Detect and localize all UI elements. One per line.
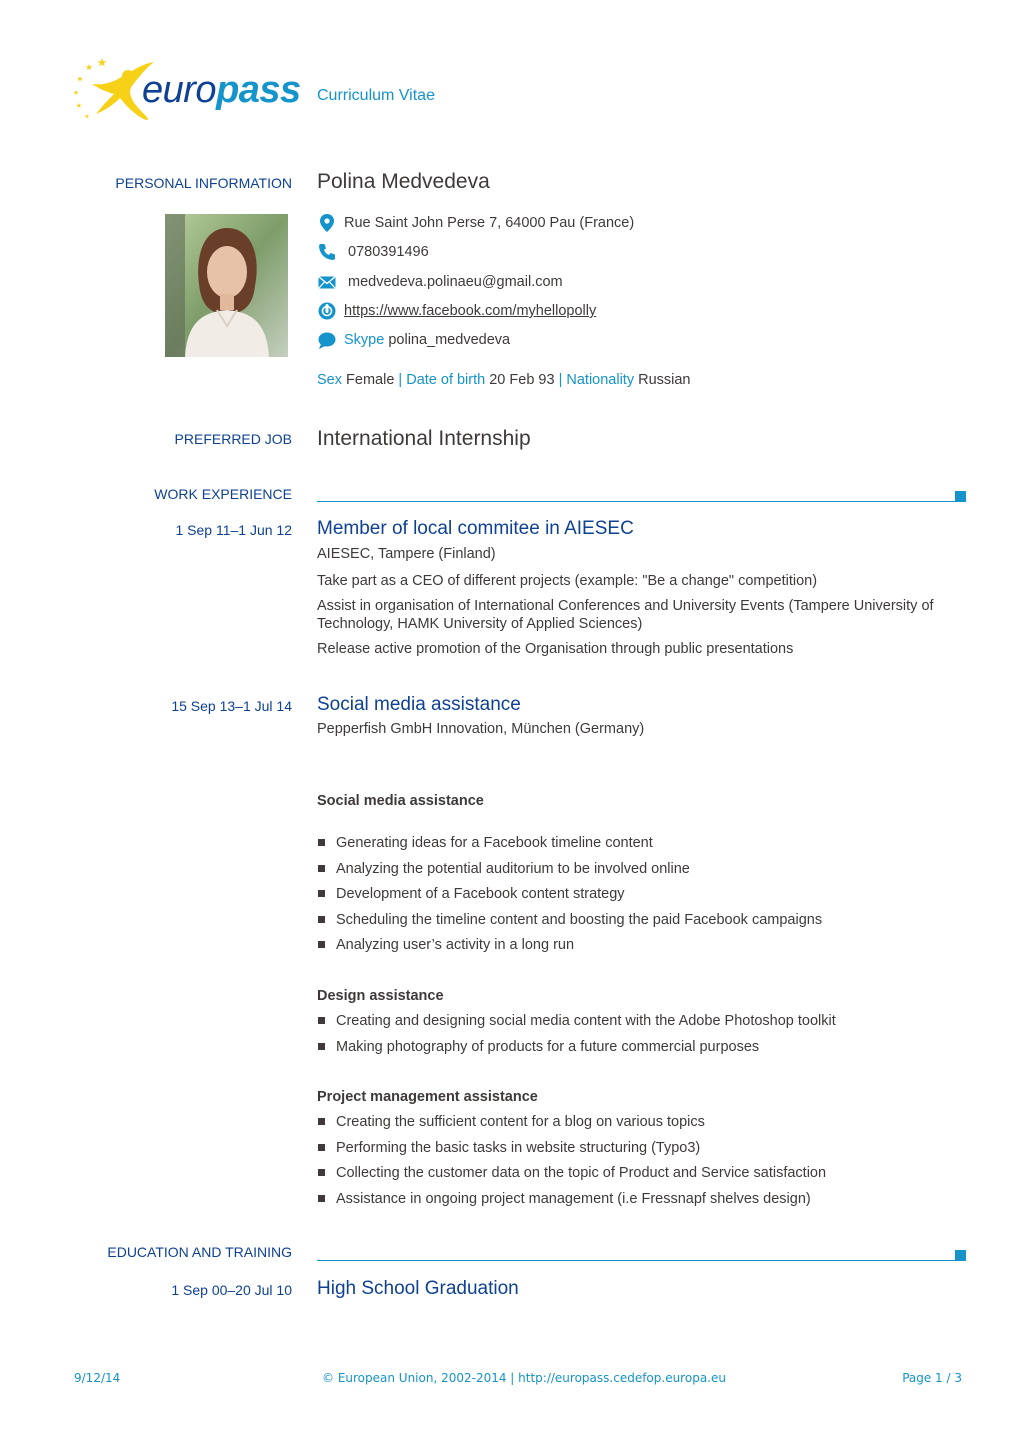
- footer-page-number: Page 1 / 3: [902, 1371, 962, 1385]
- work-experience-divider-marker: [955, 491, 966, 502]
- website-row: [317, 302, 596, 320]
- list-item: Creating the sufficient content for a blog on various topics: [317, 1113, 967, 1139]
- footer-date: 9/12/14: [74, 1371, 121, 1385]
- work-entry-2: [317, 694, 967, 738]
- work-entry-2-group-1: [317, 793, 967, 962]
- address-text: Rue Saint John Perse 7, 64000 Pau (France): [344, 215, 635, 231]
- chat-bubble-icon: [317, 331, 337, 349]
- work-entry-1-employer: AIESEC, Tampere (Finland): [317, 546, 496, 562]
- list-item: Making photography of products for a future commercial purposes: [317, 1038, 967, 1064]
- section-label-work-experience: WORK EXPERIENCE: [154, 486, 292, 502]
- section-label-personal-information: PERSONAL INFORMATION: [115, 175, 292, 191]
- section-label-education: EDUCATION AND TRAINING: [107, 1244, 292, 1260]
- list-item: Collecting the customer data on the topic of Product and Service satisfaction: [317, 1164, 967, 1190]
- email-icon: [317, 273, 337, 291]
- list-item: Analyzing the potential auditorium to be involved online: [317, 860, 967, 886]
- education-entry-1: [317, 1278, 967, 1300]
- phone-row: [317, 243, 429, 261]
- web-icon: [317, 302, 337, 320]
- footer-copyright: © European Union, 2002-2014 | http://europass.cedefop.europa.eu: [322, 1371, 726, 1385]
- address-row: [317, 214, 634, 232]
- work-entry-2-dates: 15 Sep 13–1 Jul 14: [171, 698, 292, 714]
- sex-label: Sex: [317, 372, 342, 388]
- group-2-heading: Design assistance: [317, 988, 444, 1004]
- work-entry-1-line-1: Take part as a CEO of different projects (example: "Be a change" competition): [317, 573, 818, 589]
- location-pin-icon: [317, 214, 337, 232]
- list-item: Assistance in ongoing project management (i.e Fressnapf shelves design): [317, 1190, 967, 1216]
- education-divider: [317, 1260, 955, 1261]
- nationality-value: Russian: [638, 372, 691, 388]
- work-entry-2-group-2: [317, 988, 967, 1063]
- work-entry-1-line-3: Release active promotion of the Organisation through public presentations: [317, 641, 794, 657]
- personal-details-line: [317, 372, 691, 388]
- phone-icon: [317, 243, 337, 261]
- education-divider-marker: [955, 1250, 966, 1261]
- nationality-label: | Nationality: [558, 372, 635, 388]
- im-value: polina_medvedeva: [388, 332, 511, 348]
- dob-label: | Date of birth: [398, 372, 486, 388]
- instant-messaging-row: [317, 331, 510, 349]
- email-row: [317, 273, 563, 291]
- work-entry-2-employer: Pepperfish GmbH Innovation, München (Germany): [317, 721, 645, 737]
- list-item: Development of a Facebook content strategy: [317, 885, 967, 911]
- group-1-heading: Social media assistance: [317, 793, 484, 809]
- work-entry-1-title: Member of local commitee in AIESEC: [317, 518, 634, 539]
- preferred-job-value: International Internship: [317, 427, 531, 450]
- logo-text-pass: pass: [216, 69, 301, 111]
- work-entry-1: [317, 518, 967, 658]
- dob-value: 20 Feb 93: [489, 372, 555, 388]
- list-item: Performing the basic tasks in website structuring (Typo3): [317, 1139, 967, 1165]
- list-item: Analyzing user’s activity in a long run: [317, 936, 967, 962]
- group-3-heading: Project management assistance: [317, 1089, 538, 1105]
- work-entry-1-line-2: Assist in organisation of International Conferences and University Events (Tampere University of Technology, HAMK University of Applied Sciences): [317, 598, 934, 632]
- document-title: Curriculum Vitae: [317, 87, 435, 104]
- list-item: Generating ideas for a Facebook timeline content: [317, 834, 967, 860]
- profile-photo: [165, 214, 288, 357]
- work-experience-divider: [317, 501, 955, 502]
- europass-logo: [72, 56, 301, 126]
- list-item: Scheduling the timeline content and boosting the paid Facebook campaigns: [317, 911, 967, 937]
- list-item: Creating and designing social media content with the Adobe Photoshop toolkit: [317, 1012, 967, 1038]
- work-entry-1-dates: 1 Sep 11–1 Jun 12: [175, 522, 292, 538]
- education-entry-1-dates: 1 Sep 00–20 Jul 10: [171, 1282, 292, 1298]
- section-label-preferred-job: PREFERRED JOB: [174, 431, 292, 447]
- logo-text-euro: euro: [142, 69, 217, 111]
- candidate-name: Polina Medvedeva: [317, 170, 490, 193]
- sex-value: Female: [346, 372, 395, 388]
- work-entry-2-title: Social media assistance: [317, 694, 521, 715]
- im-type-label: Skype: [344, 332, 385, 348]
- email-text[interactable]: medvedeva.polinaeu@gmail.com: [348, 274, 563, 290]
- website-link[interactable]: https://www.facebook.com/myhellopolly: [344, 303, 597, 319]
- education-entry-1-title: High School Graduation: [317, 1278, 519, 1299]
- phone-text: 0780391496: [348, 244, 429, 260]
- work-entry-2-group-3: [317, 1089, 967, 1215]
